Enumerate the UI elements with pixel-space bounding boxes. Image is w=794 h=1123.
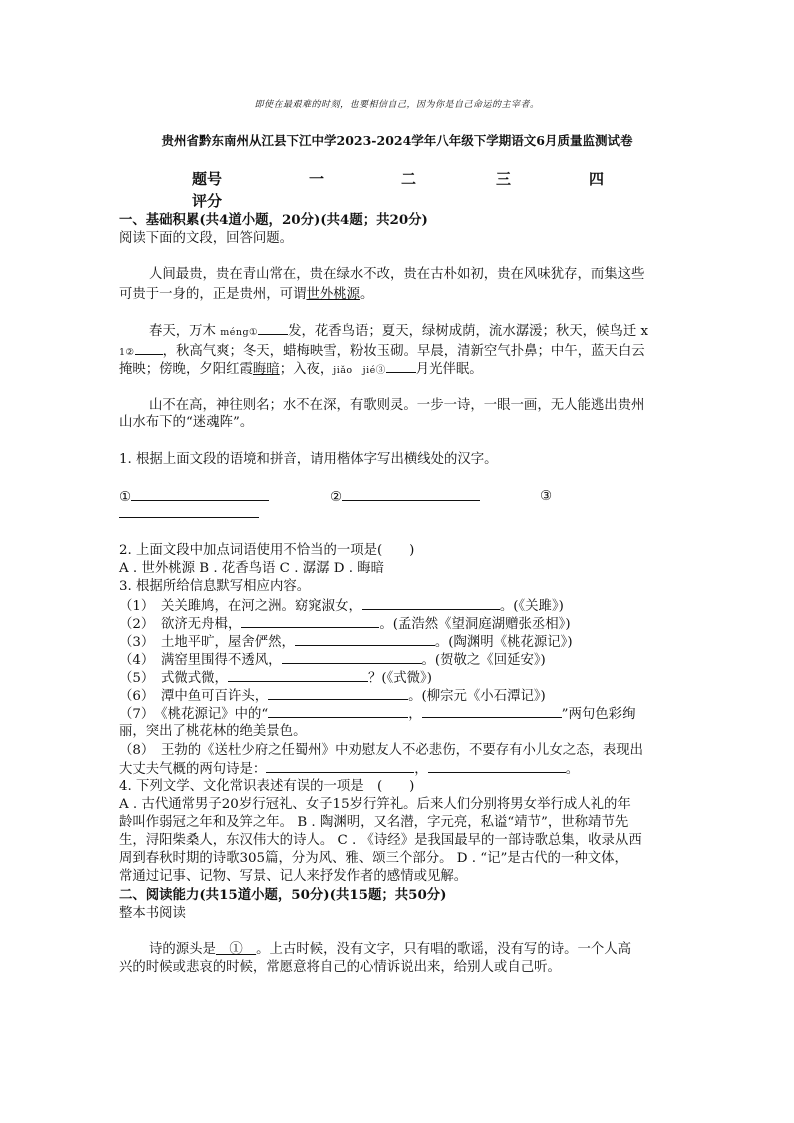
dotted-word-4: 晦暗 (252, 362, 280, 377)
passage-p3-line1: 山不在高，神往则名；水不在深，有歌则灵。一步一诗，一眼一画，无人能逃出贵州 (149, 398, 645, 413)
q3-blank-7b[interactable] (422, 705, 562, 718)
q3-item-6: （6） 潭中鱼可百许头， 。(柳宗元《小石潭记》) (119, 689, 546, 704)
q3-item-7-cont: 丽，突出了桃花林的绝美景色。 (119, 724, 307, 739)
q1-answer-2[interactable] (342, 488, 480, 501)
q4-line-4: 周到春秋时期的诗歌305篇，分为风、雅、颂三个部分。 D . “记”是古代的一种文体， (119, 851, 628, 866)
q4-line-2: 龄叫作弱冠之年和及笄之年。 B . 陶渊明，又名潜，字元亮，私谥“靖节”，世称靖节先 (119, 815, 629, 830)
q3-blank-2[interactable] (241, 615, 379, 628)
score-col-1: 一 (309, 170, 325, 188)
blank-1[interactable] (258, 322, 288, 335)
q3-item-8: （8） 王勃的《送杜少府之任蜀州》中劝慰友人不必悲伤，不要存有小儿女之态，表现出 (119, 743, 644, 758)
q3-item-3: （3） 土地平旷，屋舍俨然， 。(陶渊明《桃花源记》) (119, 635, 573, 650)
passage-p1-line2: 可贵于一身的，正是贵州，可谓世外桃源。 (119, 287, 374, 302)
score-table-header (192, 168, 652, 188)
blank-3[interactable] (386, 360, 416, 373)
pinyin-3: jiǎo jié③ (333, 365, 386, 376)
q3-blank-4[interactable] (282, 651, 422, 664)
q4-line-5: 常通过记事、记物、写景、记人来抒发作者的感情或见解。 (119, 869, 468, 884)
q3-item-7: （7） 《桃花源记》中的“ ， ”两句色彩绚 (119, 707, 636, 722)
q3-item-4: （4） 满窑里围得不透风， 。(贺敬之《回延安》) (119, 653, 546, 668)
question-4: 4. 下列文学、文化常识表述有误的一项是 ( ) (119, 779, 415, 794)
exam-title: 贵州省黔东南州从江县下江中学2023-2024学年八年级下学期语文6月质量监测试卷 (161, 133, 633, 148)
q3-blank-1[interactable] (362, 597, 500, 610)
score-col-4: 四 (589, 170, 605, 188)
section2-heading: 二、阅读能力(共15道小题，50分)(共15题；共50分) (119, 887, 447, 903)
q4-line-1: A . 古代通常男子20岁行冠礼、女子15岁行笄礼。后来人们分别将男女举行成人礼的年 (119, 797, 631, 812)
q1-answer-marker-3: ③ (540, 489, 553, 504)
q1-answer-row-3 (119, 505, 259, 524)
section1-heading: 一、基础积累(共4道小题，20分)(共4题；共20分) (119, 212, 428, 228)
section2-passage-line1: 诗的源头是 ① 。上古时候，没有文字，只有唱的歌谣，没有写的诗。一个人高 (149, 942, 632, 957)
q2-options: A . 世外桃源 B . 花香鸟语 C . 潺潺 D . 晦暗 (119, 561, 385, 576)
passage-p3-line2: 山水布下的“迷魂阵”。 (119, 415, 254, 430)
question-2: 2. 上面文段中加点词语使用不恰当的一项是( ) (119, 543, 415, 558)
section2-sub: 整本书阅读 (119, 906, 186, 921)
score-col-3: 三 (496, 170, 512, 188)
passage-p2-line1: 春天，万木 méng① 发，花香鸟语；夏天，绿树成荫，流水潺湲；秋天，候鸟迁 x (149, 324, 649, 339)
section2-blank-1[interactable]: ① (215, 942, 257, 957)
q3-blank-7a[interactable] (268, 705, 408, 718)
q3-item-5: （5） 式微式微， ？(《式微》) (119, 671, 432, 686)
q3-item-8-cont: 大丈夫气概的两句诗是： ， 。 (119, 762, 580, 777)
question-1: 1. 根据上面文段的语境和拼音，请用楷体字写出横线处的汉字。 (119, 452, 498, 467)
q1-answer-1[interactable] (131, 488, 269, 501)
q3-blank-8b[interactable] (428, 760, 566, 773)
blank-2[interactable] (135, 342, 163, 355)
q3-item-1: （1） 关关雎鸠，在河之洲。窈窕淑女， 。(《关雎》) (119, 599, 564, 614)
q3-item-2: （2） 欲济无舟楫， 。(孟浩然《望洞庭湖赠张丞相》) (119, 617, 571, 632)
q4-line-3: 生，浔阳柴桑人，东汉伟大的诗人。 C . 《诗经》是我国最早的一部诗歌总集，收录从西 (119, 833, 642, 848)
q1-answer-3[interactable] (119, 505, 259, 518)
q3-blank-3[interactable] (295, 633, 435, 646)
q3-blank-5[interactable] (228, 669, 368, 682)
q1-answer-row: ① (119, 488, 269, 507)
motto: 即使在最艰难的时刻，也要相信自己，因为你是自己命运的主宰者。 (254, 100, 540, 110)
pinyin-1: méng① (220, 327, 259, 338)
question-3: 3. 根据所给信息默写相应内容。 (119, 579, 311, 594)
section2-passage-line2: 兴的时候或悲哀的时候，常愿意将自己的心情诉说出来，给别人或自己听。 (119, 960, 561, 975)
score-row-label: 评分 (192, 192, 223, 210)
section1-intro: 阅读下面的文段，回答问题。 (119, 231, 294, 246)
q1-answer-row-2: ② (330, 488, 480, 507)
q3-blank-6[interactable] (268, 687, 408, 700)
dotted-word-1: 世外桃源 (306, 287, 361, 302)
score-col-header: 题号 (192, 170, 223, 188)
q3-blank-8a[interactable] (266, 760, 414, 773)
passage-p2-line2: 1② ，秋高气爽；冬天，蜡梅映雪，粉妆玉砌。早晨，清新空气扑鼻；中午，蓝天白云 (119, 344, 645, 359)
passage-p1-line1: 人间最贵，贵在青山常在，贵在绿水不改，贵在古朴如初，贵在风味犹存，而集这些 (149, 267, 645, 282)
score-col-2: 二 (401, 170, 417, 188)
passage-p2-line3: 掩映；傍晚，夕阳红霞晦暗；入夜，jiǎo jié③ 月光伴眠。 (119, 362, 483, 377)
